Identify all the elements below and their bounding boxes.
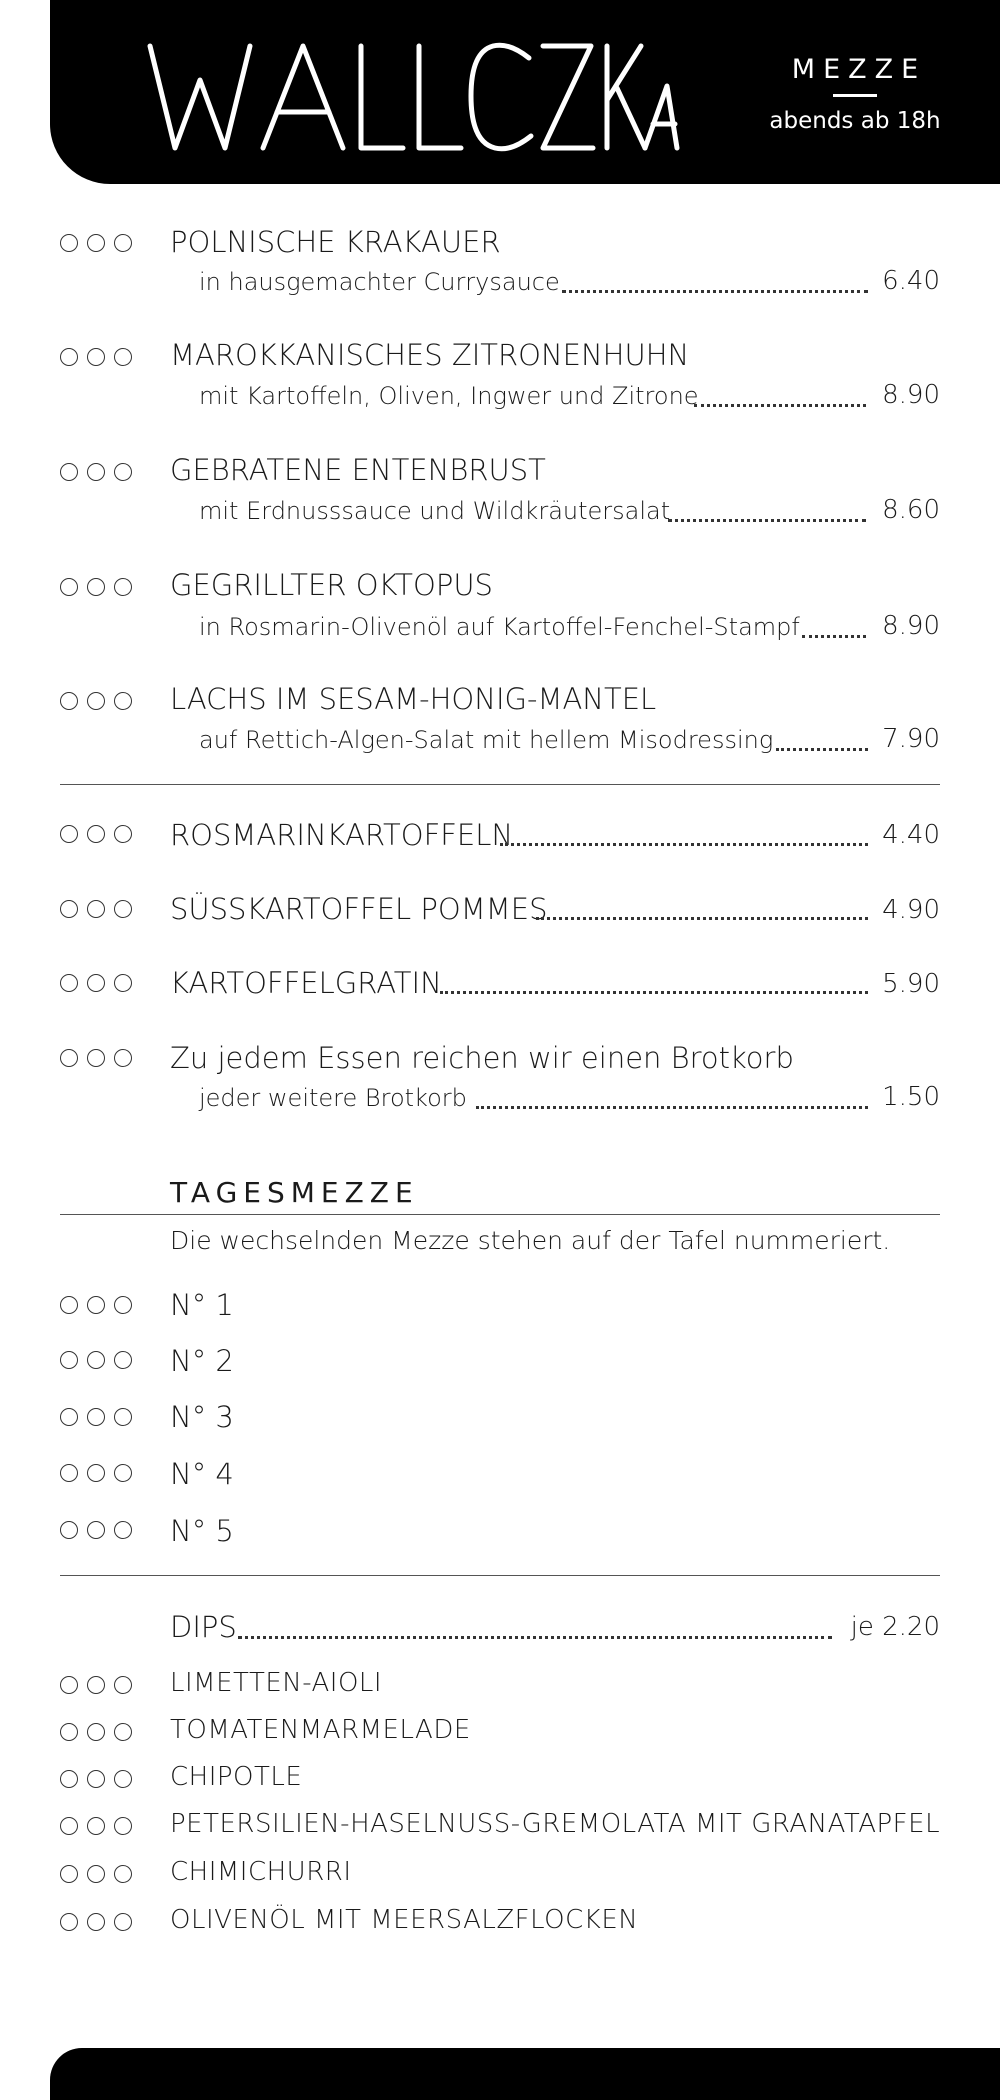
side-item-title: SÜSSKARTOFFEL POMMES xyxy=(170,892,548,926)
order-circles[interactable] xyxy=(60,1723,141,1745)
menu-item-price: 8.90 xyxy=(882,611,940,641)
section-divider xyxy=(60,1575,940,1576)
order-circles[interactable] xyxy=(60,900,141,922)
menu-item-title: GEGRILLTER OKTOPUS xyxy=(170,568,493,602)
menu-item-price: 6.40 xyxy=(882,266,940,296)
order-circles[interactable] xyxy=(60,1676,141,1698)
order-circles[interactable] xyxy=(60,1865,141,1887)
tagesmezze-item: N° 3 xyxy=(170,1400,234,1434)
dot-leader xyxy=(694,402,866,407)
dip-item: OLIVENÖL MIT MEERSALZFLOCKEN xyxy=(170,1905,639,1935)
order-circles[interactable] xyxy=(60,1049,141,1071)
order-circles[interactable] xyxy=(60,692,141,714)
order-circles[interactable] xyxy=(60,1521,141,1543)
order-circles[interactable] xyxy=(60,1351,141,1373)
dip-item: CHIPOTLE xyxy=(170,1762,303,1792)
bread-price: 1.50 xyxy=(882,1082,940,1112)
section-divider xyxy=(60,784,940,785)
section-heading: TAGESMEZZE xyxy=(170,1176,419,1209)
dip-item: CHIMICHURRI xyxy=(170,1857,352,1887)
order-circles[interactable] xyxy=(60,1817,141,1839)
menu-item-title: MAROKKANISCHES ZITRONENHUHN xyxy=(170,338,690,372)
dip-item: PETERSILIEN-HASELNUSS-GREMOLATA MIT GRANATAPFEL xyxy=(170,1809,941,1839)
tagesmezze-item: N° 2 xyxy=(170,1344,234,1378)
dot-leader xyxy=(536,915,868,920)
order-circles[interactable] xyxy=(60,1296,141,1318)
bread-title: Zu jedem Essen reichen wir einen Brotkorb xyxy=(170,1041,794,1075)
dips-price: je 2.20 xyxy=(850,1612,940,1642)
restaurant-logo xyxy=(145,38,680,156)
bread-description: jeder weitere Brotkorb xyxy=(199,1084,467,1112)
header-subtitle xyxy=(710,54,1000,134)
order-circles[interactable] xyxy=(60,463,141,485)
side-item-price: 4.90 xyxy=(882,895,940,925)
header-divider xyxy=(833,94,877,97)
dip-item: LIMETTEN-AIOLI xyxy=(170,1668,383,1698)
tagesmezze-item: N° 1 xyxy=(170,1288,234,1322)
serving-time: abends ab 18h xyxy=(769,108,941,134)
order-circles[interactable] xyxy=(60,1913,141,1935)
menu-item-description: auf Rettich-Algen-Salat mit hellem Misodressing xyxy=(199,726,774,754)
dot-leader xyxy=(562,288,868,293)
menu-item-description: mit Kartoffeln, Oliven, Ingwer und Zitrone xyxy=(199,382,699,410)
order-circles[interactable] xyxy=(60,1408,141,1430)
dot-leader xyxy=(668,517,866,522)
dot-leader xyxy=(500,841,868,846)
order-circles[interactable] xyxy=(60,1770,141,1792)
menu-item-price: 7.90 xyxy=(882,724,940,754)
order-circles[interactable] xyxy=(60,1464,141,1486)
tagesmezze-note: Die wechselnden Mezze stehen auf der Tafel nummeriert. xyxy=(170,1226,891,1255)
menu-item-description: in Rosmarin-Olivenöl auf Kartoffel-Fenchel-Stampf xyxy=(199,613,800,641)
header-banner xyxy=(50,0,1000,184)
section-divider xyxy=(60,1214,940,1215)
side-item-price: 5.90 xyxy=(882,969,940,999)
side-item-title: ROSMARINKARTOFFELN xyxy=(170,818,514,852)
dips-title: DIPS xyxy=(170,1610,237,1644)
menu-item-title: GEBRATENE ENTENBRUST xyxy=(170,453,546,487)
footer-banner xyxy=(50,2048,1000,2100)
order-circles[interactable] xyxy=(60,578,141,600)
dot-leader xyxy=(476,1104,868,1109)
dot-leader xyxy=(776,746,868,751)
menu-item-description: mit Erdnusssauce und Wildkräutersalat xyxy=(199,497,671,525)
menu-item-price: 8.90 xyxy=(882,380,940,410)
tagesmezze-item: N° 5 xyxy=(170,1514,234,1548)
menu-category: MEZZE xyxy=(791,54,927,85)
menu-item-price: 8.60 xyxy=(882,495,940,525)
order-circles[interactable] xyxy=(60,825,141,847)
order-circles[interactable] xyxy=(60,234,141,256)
dot-leader xyxy=(440,989,868,994)
side-item-price: 4.40 xyxy=(882,820,940,850)
menu-item-description: in hausgemachter Currysauce xyxy=(199,268,560,296)
order-circles[interactable] xyxy=(60,974,141,996)
dip-item: TOMATENMARMELADE xyxy=(170,1715,471,1745)
order-circles[interactable] xyxy=(60,348,141,370)
tagesmezze-item: N° 4 xyxy=(170,1457,234,1491)
dot-leader xyxy=(238,1634,832,1639)
dot-leader xyxy=(802,633,866,638)
side-item-title: KARTOFFELGRATIN xyxy=(170,966,442,1000)
menu-item-title: LACHS IM SESAM-HONIG-MANTEL xyxy=(170,682,657,716)
menu-item-title: POLNISCHE KRAKAUER xyxy=(170,225,501,259)
